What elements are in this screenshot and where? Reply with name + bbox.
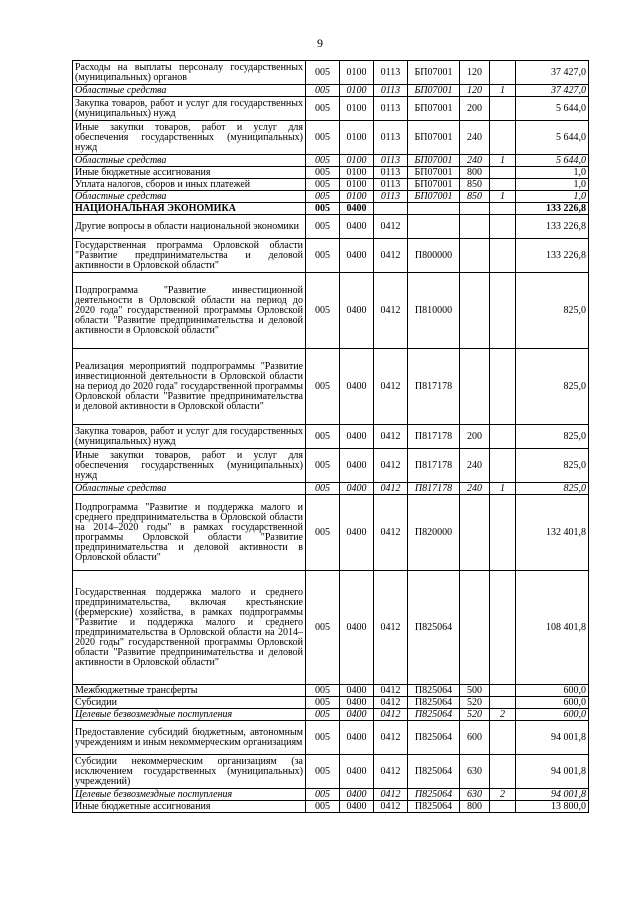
cell-rz: 0100 [340, 155, 374, 167]
cell-pr: 0412 [374, 449, 408, 483]
cell-vr: 600 [460, 721, 490, 755]
cell-csr: П825064 [408, 801, 460, 813]
cell-vr [460, 273, 490, 349]
cell-src [490, 167, 516, 179]
cell-amount: 1,0 [516, 167, 589, 179]
cell-pr: 0412 [374, 349, 408, 425]
cell-gr: 005 [306, 571, 340, 685]
cell-csr: П800000 [408, 239, 460, 273]
table-row [73, 697, 589, 709]
cell-vr [460, 215, 490, 239]
cell-amount: 1,0 [516, 191, 589, 203]
cell-src [490, 61, 516, 85]
cell-pr: 0113 [374, 179, 408, 191]
cell-amount: 600,0 [516, 697, 589, 709]
cell-gr: 005 [306, 97, 340, 121]
cell-vr: 200 [460, 97, 490, 121]
cell-src: 1 [490, 191, 516, 203]
cell-vr: 200 [460, 425, 490, 449]
cell-gr: 005 [306, 801, 340, 813]
cell-pr: 0412 [374, 789, 408, 801]
cell-pr: 0113 [374, 85, 408, 97]
cell-amount: 825,0 [516, 273, 589, 349]
cell-pr: 0113 [374, 97, 408, 121]
cell-pr: 0412 [374, 495, 408, 571]
cell-csr: П817178 [408, 449, 460, 483]
cell-csr [408, 203, 460, 215]
table-row [73, 709, 589, 721]
table-row [73, 721, 589, 755]
cell-rz: 0400 [340, 495, 374, 571]
cell-csr: БП07001 [408, 97, 460, 121]
cell-amount: 1,0 [516, 179, 589, 191]
cell-gr: 005 [306, 709, 340, 721]
cell-pr: 0412 [374, 239, 408, 273]
cell-gr: 005 [306, 191, 340, 203]
cell-csr: БП07001 [408, 121, 460, 155]
table-row [73, 449, 589, 483]
row-name: Областные средства [73, 85, 306, 97]
cell-pr: 0113 [374, 155, 408, 167]
table-row [73, 155, 589, 167]
cell-gr: 005 [306, 167, 340, 179]
cell-rz: 0400 [340, 239, 374, 273]
cell-amount: 133 226,8 [516, 203, 589, 215]
table-row [73, 203, 589, 215]
row-name: Подпрограмма "Развитие и поддержка малого и среднего предпринимательства в Орловской области на 2014–2020 годы" в рамках государственной программы Орловской области "Развитие предпринимательства и деловой активности в Орловской области" [73, 495, 306, 571]
cell-vr: 240 [460, 155, 490, 167]
cell-src [490, 755, 516, 789]
row-name: Реализация мероприятий подпрограммы "Развитие инвестиционной деятельности в Орловской области на период до 2020 года" государственной программы Орловской области "Развитие предпринимательства и деловой активности в Орловской области" [73, 349, 306, 425]
cell-csr: П825064 [408, 697, 460, 709]
cell-gr: 005 [306, 685, 340, 697]
cell-src [490, 239, 516, 273]
cell-gr: 005 [306, 273, 340, 349]
page-number: 9 [317, 36, 323, 50]
row-name: Межбюджетные трансферты [73, 685, 306, 697]
cell-amount: 825,0 [516, 483, 589, 495]
cell-amount: 5 644,0 [516, 155, 589, 167]
cell-csr: БП07001 [408, 179, 460, 191]
cell-rz: 0400 [340, 483, 374, 495]
row-name: Расходы на выплаты персоналу государственных (муниципальных) органов [73, 61, 306, 85]
cell-gr: 005 [306, 697, 340, 709]
cell-vr [460, 203, 490, 215]
cell-csr: П825064 [408, 685, 460, 697]
cell-rz: 0400 [340, 449, 374, 483]
cell-pr: 0412 [374, 571, 408, 685]
cell-csr: БП07001 [408, 167, 460, 179]
cell-rz: 0400 [340, 789, 374, 801]
cell-amount: 825,0 [516, 425, 589, 449]
cell-csr: П825064 [408, 789, 460, 801]
cell-vr: 850 [460, 179, 490, 191]
cell-rz: 0400 [340, 425, 374, 449]
cell-src [490, 685, 516, 697]
cell-src [490, 801, 516, 813]
table-row [73, 215, 589, 239]
cell-src [490, 349, 516, 425]
cell-src [490, 449, 516, 483]
cell-vr: 630 [460, 789, 490, 801]
cell-amount: 94 001,8 [516, 789, 589, 801]
table-row [73, 755, 589, 789]
cell-vr: 240 [460, 449, 490, 483]
cell-src: 2 [490, 789, 516, 801]
table-row [73, 801, 589, 813]
cell-amount: 825,0 [516, 349, 589, 425]
table-row [73, 495, 589, 571]
cell-pr: 0412 [374, 801, 408, 813]
cell-gr: 005 [306, 215, 340, 239]
cell-vr: 500 [460, 685, 490, 697]
cell-pr: 0412 [374, 273, 408, 349]
cell-pr: 0412 [374, 483, 408, 495]
cell-pr: 0412 [374, 755, 408, 789]
row-name: Государственная программа Орловской области "Развитие предпринимательства и деловой активности в Орловской области" [73, 239, 306, 273]
cell-pr: 0412 [374, 685, 408, 697]
cell-csr: П825064 [408, 571, 460, 685]
cell-csr: П820000 [408, 495, 460, 571]
cell-src [490, 97, 516, 121]
cell-amount: 825,0 [516, 449, 589, 483]
cell-src [490, 203, 516, 215]
cell-rz: 0100 [340, 121, 374, 155]
cell-rz: 0100 [340, 167, 374, 179]
cell-src: 1 [490, 155, 516, 167]
cell-src [490, 425, 516, 449]
row-name: Уплата налогов, сборов и иных платежей [73, 179, 306, 191]
cell-pr: 0412 [374, 425, 408, 449]
cell-pr: 0113 [374, 191, 408, 203]
cell-pr: 0113 [374, 167, 408, 179]
cell-src [490, 273, 516, 349]
cell-csr: П817178 [408, 349, 460, 425]
cell-rz: 0400 [340, 721, 374, 755]
cell-rz: 0400 [340, 685, 374, 697]
cell-rz: 0100 [340, 191, 374, 203]
cell-gr: 005 [306, 203, 340, 215]
row-name: Другие вопросы в области национальной экономики [73, 215, 306, 239]
cell-rz: 0100 [340, 97, 374, 121]
cell-amount: 37 427,0 [516, 85, 589, 97]
row-name: Подпрограмма "Развитие инвестиционной деятельности в Орловской области на период до 2020 года" государственной программы Орловской области "Развитие предпринимательства и деловой активности в Орловской области" [73, 273, 306, 349]
cell-csr: П825064 [408, 709, 460, 721]
table-row [73, 61, 589, 85]
table-row [73, 685, 589, 697]
cell-src [490, 571, 516, 685]
cell-amount: 13 800,0 [516, 801, 589, 813]
cell-vr: 630 [460, 755, 490, 789]
cell-pr: 0113 [374, 121, 408, 155]
cell-amount: 133 226,8 [516, 239, 589, 273]
table-row [73, 85, 589, 97]
cell-amount: 600,0 [516, 709, 589, 721]
cell-vr: 520 [460, 709, 490, 721]
cell-src [490, 179, 516, 191]
row-name: Государственная поддержка малого и среднего предпринимательства, включая крестьянские (фермерские) хозяйства, в рамках подпрограммы "Развитие и поддержка малого и среднего предпринимательства в Орловской области на 2014–2020 годы" государственной программы Орловской области "Развитие предпринимательства и деловой активности в Орловской области" [73, 571, 306, 685]
cell-amount: 94 001,8 [516, 755, 589, 789]
table-row [73, 349, 589, 425]
cell-csr: БП07001 [408, 155, 460, 167]
cell-rz: 0400 [340, 755, 374, 789]
cell-csr: П825064 [408, 755, 460, 789]
table-row [73, 239, 589, 273]
cell-src [490, 121, 516, 155]
cell-pr: 0412 [374, 215, 408, 239]
cell-gr: 005 [306, 483, 340, 495]
cell-csr: П817178 [408, 483, 460, 495]
row-name: Областные средства [73, 483, 306, 495]
cell-src [490, 215, 516, 239]
cell-gr: 005 [306, 449, 340, 483]
cell-csr: П825064 [408, 721, 460, 755]
table-row [73, 179, 589, 191]
cell-csr: П810000 [408, 273, 460, 349]
cell-vr: 120 [460, 85, 490, 97]
cell-pr: 0412 [374, 709, 408, 721]
cell-rz: 0100 [340, 61, 374, 85]
cell-vr [460, 349, 490, 425]
table-row [73, 425, 589, 449]
cell-vr: 520 [460, 697, 490, 709]
cell-amount: 600,0 [516, 685, 589, 697]
cell-rz: 0400 [340, 801, 374, 813]
cell-rz: 0400 [340, 273, 374, 349]
cell-src [490, 721, 516, 755]
cell-gr: 005 [306, 121, 340, 155]
cell-src: 2 [490, 709, 516, 721]
budget-table [72, 60, 589, 813]
cell-amount: 94 001,8 [516, 721, 589, 755]
cell-vr [460, 495, 490, 571]
cell-pr [374, 203, 408, 215]
row-name: Субсидии некоммерческим организациям (за исключением государственных (муниципальных) учреждений) [73, 755, 306, 789]
cell-gr: 005 [306, 721, 340, 755]
row-name: НАЦИОНАЛЬНАЯ ЭКОНОМИКА [73, 203, 306, 215]
row-name: Областные средства [73, 191, 306, 203]
cell-gr: 005 [306, 155, 340, 167]
cell-csr [408, 215, 460, 239]
cell-csr: БП07001 [408, 85, 460, 97]
cell-amount: 132 401,8 [516, 495, 589, 571]
row-name: Закупка товаров, работ и услуг для государственных (муниципальных) нужд [73, 425, 306, 449]
cell-csr: БП07001 [408, 61, 460, 85]
table-row [73, 483, 589, 495]
row-name: Иные закупки товаров, работ и услуг для обеспечения государственных (муниципальных) нужд [73, 121, 306, 155]
cell-src: 1 [490, 85, 516, 97]
cell-csr: П817178 [408, 425, 460, 449]
table-row [73, 273, 589, 349]
cell-gr: 005 [306, 789, 340, 801]
table-row [73, 167, 589, 179]
cell-gr: 005 [306, 755, 340, 789]
cell-gr: 005 [306, 425, 340, 449]
cell-vr: 850 [460, 191, 490, 203]
cell-gr: 005 [306, 85, 340, 97]
cell-pr: 0412 [374, 697, 408, 709]
cell-pr: 0412 [374, 721, 408, 755]
row-name: Целевые безвозмездные поступления [73, 789, 306, 801]
cell-csr: БП07001 [408, 191, 460, 203]
cell-amount: 5 644,0 [516, 121, 589, 155]
cell-vr: 120 [460, 61, 490, 85]
cell-rz: 0400 [340, 571, 374, 685]
cell-gr: 005 [306, 239, 340, 273]
table-row [73, 571, 589, 685]
cell-rz: 0400 [340, 709, 374, 721]
cell-rz: 0100 [340, 179, 374, 191]
cell-vr [460, 571, 490, 685]
cell-pr: 0113 [374, 61, 408, 85]
cell-rz: 0100 [340, 85, 374, 97]
cell-amount: 108 401,8 [516, 571, 589, 685]
row-name: Иные бюджетные ассигнования [73, 801, 306, 813]
row-name: Закупка товаров, работ и услуг для государственных (муниципальных) нужд [73, 97, 306, 121]
budget-rows [73, 61, 589, 813]
cell-src: 1 [490, 483, 516, 495]
cell-amount: 37 427,0 [516, 61, 589, 85]
cell-vr: 800 [460, 801, 490, 813]
cell-vr [460, 239, 490, 273]
cell-vr: 240 [460, 121, 490, 155]
cell-rz: 0400 [340, 349, 374, 425]
cell-src [490, 495, 516, 571]
cell-src [490, 697, 516, 709]
table-row [73, 789, 589, 801]
row-name: Предоставление субсидий бюджетным, автономным учреждениям и иным некоммерческим организациям [73, 721, 306, 755]
cell-rz: 0400 [340, 697, 374, 709]
row-name: Субсидии [73, 697, 306, 709]
row-name: Иные бюджетные ассигнования [73, 167, 306, 179]
cell-amount: 133 226,8 [516, 215, 589, 239]
table-row [73, 121, 589, 155]
table-row [73, 97, 589, 121]
cell-gr: 005 [306, 61, 340, 85]
cell-vr: 240 [460, 483, 490, 495]
table-row [73, 191, 589, 203]
cell-gr: 005 [306, 179, 340, 191]
cell-rz: 0400 [340, 203, 374, 215]
cell-gr: 005 [306, 349, 340, 425]
cell-vr: 800 [460, 167, 490, 179]
cell-amount: 5 644,0 [516, 97, 589, 121]
cell-rz: 0400 [340, 215, 374, 239]
cell-gr: 005 [306, 495, 340, 571]
row-name: Целевые безвозмездные поступления [73, 709, 306, 721]
row-name: Областные средства [73, 155, 306, 167]
row-name: Иные закупки товаров, работ и услуг для обеспечения государственных (муниципальных) нужд [73, 449, 306, 483]
